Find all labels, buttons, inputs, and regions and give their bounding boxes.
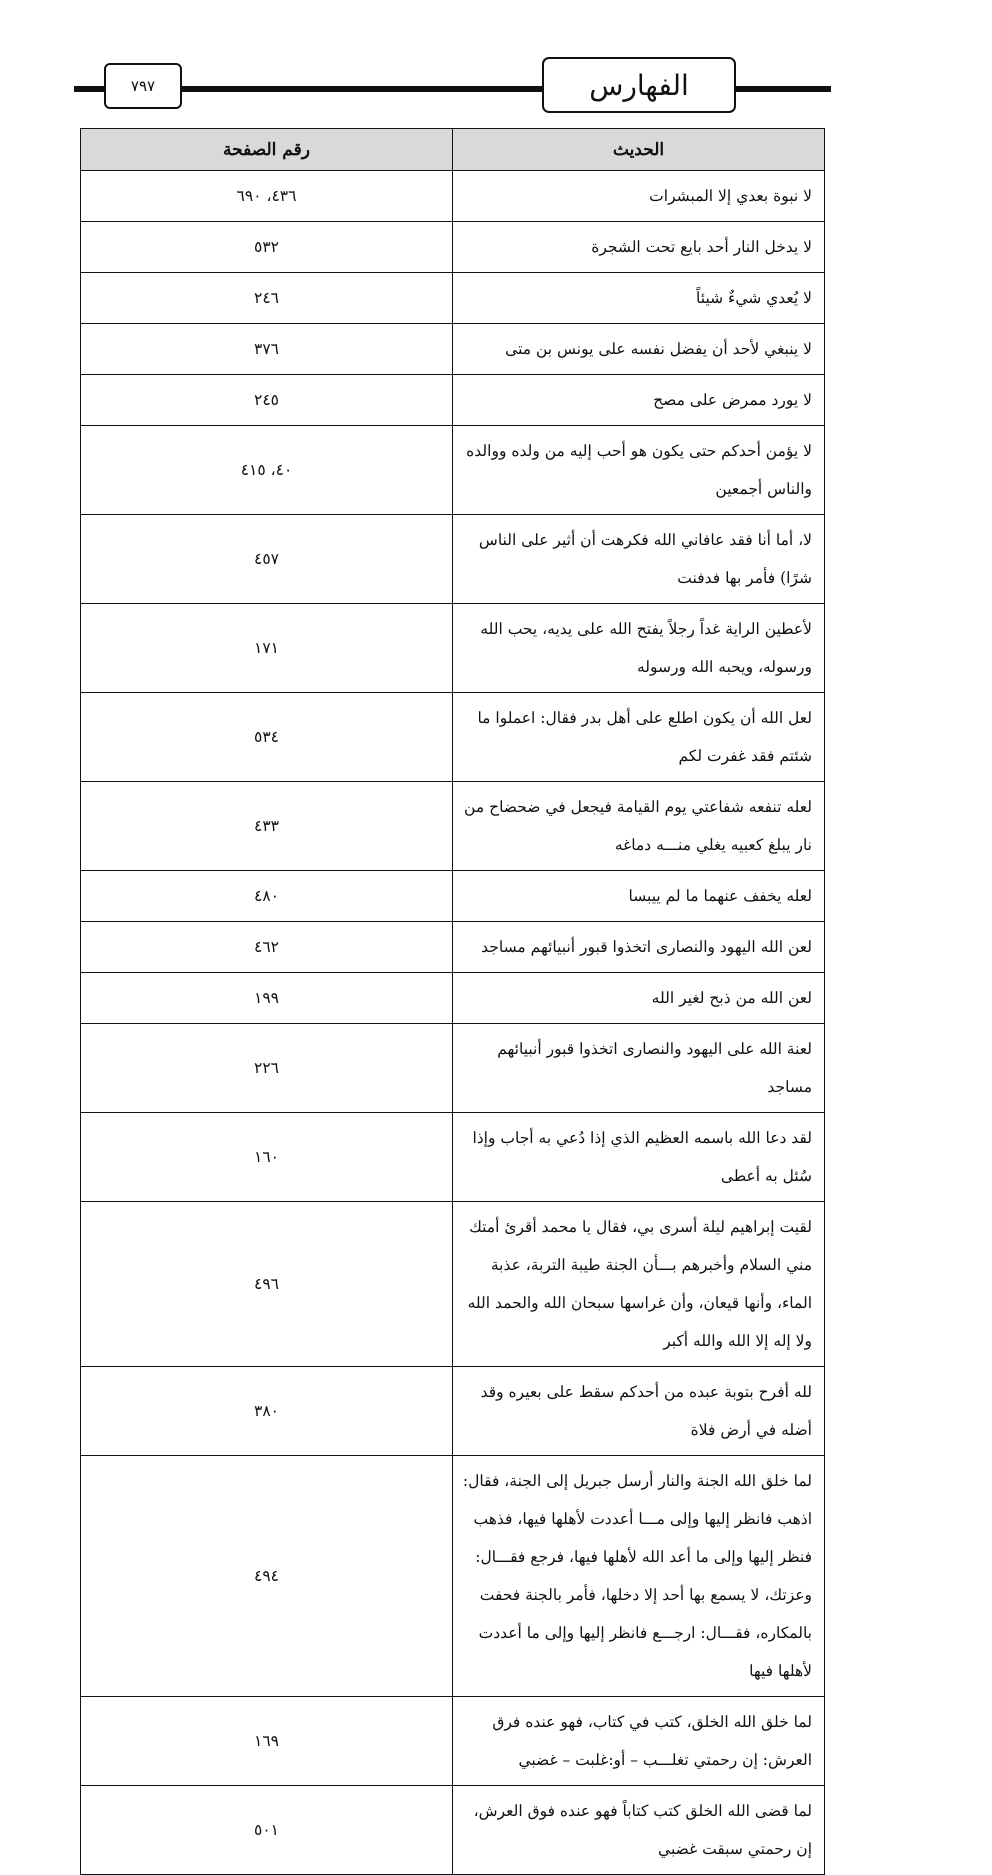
table-row: [81, 782, 825, 871]
hadith-text: لله أفرح بتوبة عبده من أحدكم سقط على بعيره وقد أضله في أرض فلاة: [453, 1367, 825, 1456]
page-ref: ١٧١: [81, 604, 453, 693]
hadith-text: لقد دعا الله باسمه العظيم الذي إذا دُعي به أجاب وإذا سُئل به أعطى: [453, 1113, 825, 1202]
hadith-text: لا ينبغي لأحد أن يفضل نفسه على يونس بن متى: [453, 324, 825, 375]
table-row: [81, 604, 825, 693]
page-ref: ٣٨٠: [81, 1367, 453, 1456]
page-ref: ٥٣٤: [81, 693, 453, 782]
page-ref: ٢٤٦: [81, 273, 453, 324]
page-ref: ٤٣٦، ٦٩٠: [81, 171, 453, 222]
table-row: [81, 1456, 825, 1697]
table-row: [81, 273, 825, 324]
hadith-text: لا، أما أنا فقد عافاني الله فكرهت أن أثير على الناس شرًا) فأمر بها فدفنت: [453, 515, 825, 604]
page-ref: ٤٨٠: [81, 871, 453, 922]
table-row: [81, 973, 825, 1024]
hadith-text: لما خلق الله الجنة والنار أرسل جبريل إلى الجنة، فقال: اذهب فانظر إليها وإلى مـــا أعددت لأهلها فيها، فذهب فنظر إليها وإلى ما أعد الله لأهلها فيها، فرجع فقـــال: وعزتك، لا يسمع بها أحد إلا دخلها، فأمر بالجنة فحفت بالمكاره، فقـــال: ارجـــع فانظر إليها وإلى ما أعددت لأهلها فيها: [453, 1456, 825, 1697]
page-ref: ٥٣٢: [81, 222, 453, 273]
hadith-text: لا يورد ممرض على مصح: [453, 375, 825, 426]
table-row: [81, 1202, 825, 1367]
table-row: [81, 1697, 825, 1786]
hadith-text: لعل الله أن يكون اطلع على أهل بدر فقال: اعملوا ما شئتم فقد غفرت لكم: [453, 693, 825, 782]
page-ref: ٤٦٢: [81, 922, 453, 973]
table-row: [81, 871, 825, 922]
page-ref: ١٩٩: [81, 973, 453, 1024]
table-row: [81, 1024, 825, 1113]
page-ref: ٣٧٦: [81, 324, 453, 375]
hadith-text: لا يدخل النار أحد بايع تحت الشجرة: [453, 222, 825, 273]
column-header-hadith: الحديث: [453, 129, 825, 171]
page-ref: ٢٤٥: [81, 375, 453, 426]
hadith-text: لعن الله اليهود والنصارى اتخذوا قبور أنبيائهم مساجد: [453, 922, 825, 973]
page-ref: ٤٥٧: [81, 515, 453, 604]
column-header-page: رقم الصفحة: [81, 129, 453, 171]
page-ref: ٤٩٤: [81, 1456, 453, 1697]
page-number: ٧٩٧: [104, 63, 182, 109]
hadith-text: لا يؤمن أحدكم حتى يكون هو أحب إليه من ولده ووالده والناس أجمعين: [453, 426, 825, 515]
hadith-text: لأعطين الراية غداً رجلاً يفتح الله على يديه، يحب الله ورسوله، ويحبه الله ورسوله: [453, 604, 825, 693]
page-ref: ٤٩٦: [81, 1202, 453, 1367]
table-header-row: [81, 129, 825, 171]
hadith-text: لعن الله من ذبح لغير الله: [453, 973, 825, 1024]
table-row: [81, 1786, 825, 1875]
hadith-text: لا نبوة بعدي إلا المبشرات: [453, 171, 825, 222]
hadith-text: لعنة الله على اليهود والنصارى اتخذوا قبور أنبيائهم مساجد: [453, 1024, 825, 1113]
table-row: [81, 222, 825, 273]
hadith-text: لما قضى الله الخلق كتب كتاباً فهو عنده فوق العرش، إن رحمتي سبقت غضبي: [453, 1786, 825, 1875]
table-row: [81, 426, 825, 515]
hadith-text: لما خلق الله الخلق، كتب في كتاب، فهو عنده فرق العرش: إن رحمتي تغلـــب – أو:غلبت – غضبي: [453, 1697, 825, 1786]
hadith-text: لقيت إبراهيم ليلة أسرى بي، فقال يا محمد أقرئ أمتك مني السلام وأخبرهم بـــأن الجنة طيبة التربة، عذبة الماء، وأنها قيعان، وأن غراسها سبحان الله والحمد الله ولا إله إلا الله والله أكبر: [453, 1202, 825, 1367]
hadith-text: لعله تنفعه شفاعتي يوم القيامة فيجعل في ضحضاح من نار يبلغ كعبيه يغلي منـــه دماغه: [453, 782, 825, 871]
page-ref: ٢٢٦: [81, 1024, 453, 1113]
hadith-index-table: [80, 128, 825, 1875]
page-ref: ١٦٠: [81, 1113, 453, 1202]
page-ref: ٥٠١: [81, 1786, 453, 1875]
hadith-text: لعله يخفف عنهما ما لم ييبسا: [453, 871, 825, 922]
table-row: [81, 693, 825, 782]
table-row: [81, 1367, 825, 1456]
table-row: [81, 922, 825, 973]
section-title: الفهارس: [542, 57, 736, 113]
page-ref: ١٦٩: [81, 1697, 453, 1786]
table-row: [81, 375, 825, 426]
page-ref: ٤٣٣: [81, 782, 453, 871]
hadith-text: لا يُعدي شيءٌ شيئاً: [453, 273, 825, 324]
table-row: [81, 515, 825, 604]
table-row: [81, 171, 825, 222]
page-ref: ٤٠، ٤١٥: [81, 426, 453, 515]
table-row: [81, 1113, 825, 1202]
table-row: [81, 324, 825, 375]
